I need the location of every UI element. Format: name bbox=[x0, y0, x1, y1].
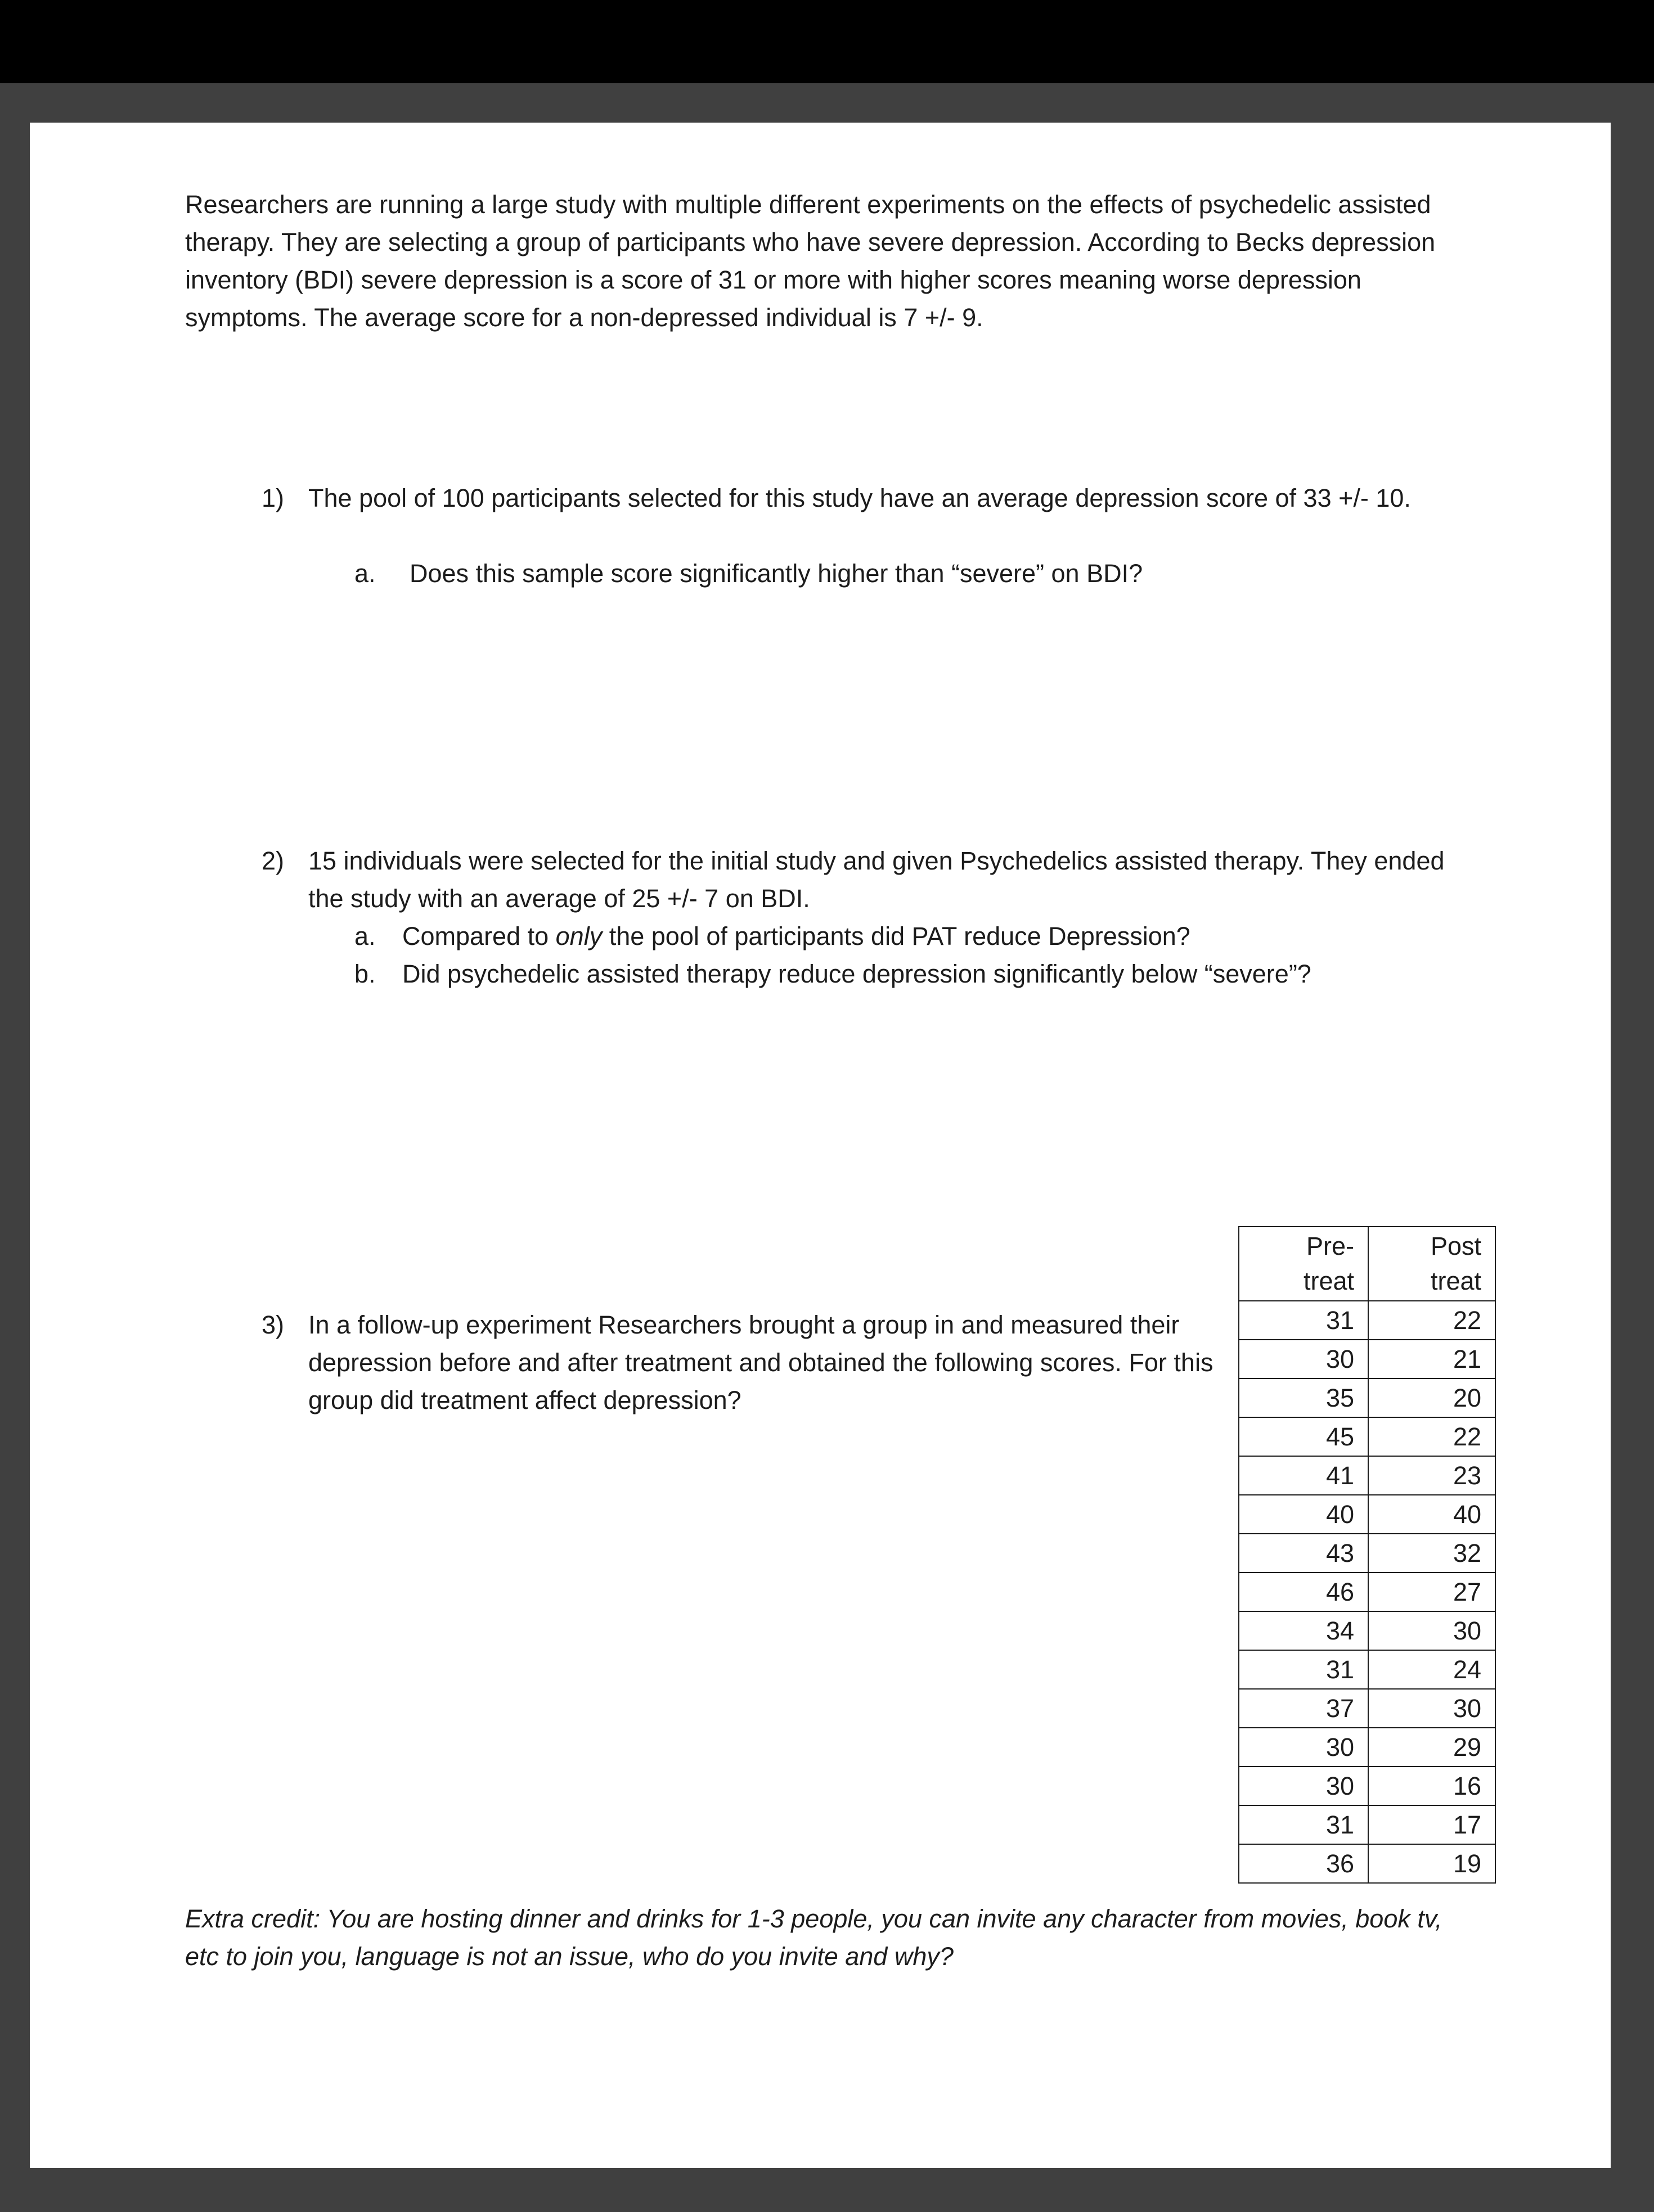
top-black-band bbox=[0, 0, 1654, 83]
post-treat-cell: 22 bbox=[1368, 1417, 1495, 1456]
scores-table-body bbox=[1239, 1301, 1495, 1883]
table-row bbox=[1239, 1573, 1495, 1611]
table-row bbox=[1239, 1417, 1495, 1456]
question-1a-letter: a. bbox=[354, 559, 376, 588]
table-row bbox=[1239, 1844, 1495, 1883]
question-2-number: 2) bbox=[262, 846, 285, 875]
table-row bbox=[1239, 1728, 1495, 1767]
table-row bbox=[1239, 1495, 1495, 1534]
post-treat-cell: 24 bbox=[1368, 1650, 1495, 1689]
post-treat-cell: 29 bbox=[1368, 1728, 1495, 1767]
post-treat-cell: 20 bbox=[1368, 1378, 1495, 1417]
question-1-number: 1) bbox=[262, 484, 285, 512]
extra-credit: Extra credit: You are hosting dinner and drinks for 1-3 people, you can invite any character from movies, book tv, etc to join you, language is not an issue, who do you invite and why? bbox=[185, 1904, 1442, 1971]
pre-treat-cell: 30 bbox=[1239, 1728, 1368, 1767]
post-treat-cell: 17 bbox=[1368, 1805, 1495, 1844]
table-row bbox=[1239, 1805, 1495, 1844]
pre-treat-cell: 46 bbox=[1239, 1573, 1368, 1611]
question-3-text: In a follow-up experiment Researchers brought a group in and measured their depression before and after treatment and obtained the following scores. For this group did treatment affect depression? bbox=[308, 1310, 1213, 1414]
table-row bbox=[1239, 1456, 1495, 1495]
pre-treat-cell: 37 bbox=[1239, 1689, 1368, 1728]
pre-treat-cell: 31 bbox=[1239, 1301, 1368, 1340]
pre-treat-cell: 41 bbox=[1239, 1456, 1368, 1495]
post-treat-cell: 21 bbox=[1368, 1340, 1495, 1378]
post-treat-cell: 32 bbox=[1368, 1534, 1495, 1573]
table-row bbox=[1239, 1378, 1495, 1417]
post-treat-cell: 16 bbox=[1368, 1767, 1495, 1805]
question-3-number: 3) bbox=[262, 1310, 285, 1339]
post-treat-cell: 19 bbox=[1368, 1844, 1495, 1883]
post-treat-cell: 30 bbox=[1368, 1611, 1495, 1650]
post-treat-cell: 30 bbox=[1368, 1689, 1495, 1728]
table-row bbox=[1239, 1301, 1495, 1340]
pre-treat-cell: 31 bbox=[1239, 1650, 1368, 1689]
table-row bbox=[1239, 1767, 1495, 1805]
table-row bbox=[1239, 1689, 1495, 1728]
pre-treat-cell: 40 bbox=[1239, 1495, 1368, 1534]
table-row bbox=[1239, 1340, 1495, 1378]
header-pre-treat: Pre- treat bbox=[1239, 1227, 1368, 1301]
question-2b-letter: b. bbox=[354, 959, 376, 988]
question-2-text: 15 individuals were selected for the initial study and given Psychedelics assisted therapy. They ended the study with an average of 25 +/- 7 on BDI. bbox=[308, 846, 1445, 913]
question-1-text: The pool of 100 participants selected for this study have an average depression score of 33 +/- 10. bbox=[308, 484, 1411, 512]
table-row bbox=[1239, 1611, 1495, 1650]
pre-treat-cell: 30 bbox=[1239, 1340, 1368, 1378]
post-treat-cell: 23 bbox=[1368, 1456, 1495, 1495]
question-2b-text: Did psychedelic assisted therapy reduce depression significantly below “severe”? bbox=[402, 959, 1311, 988]
pre-treat-cell: 35 bbox=[1239, 1378, 1368, 1417]
post-treat-cell: 22 bbox=[1368, 1301, 1495, 1340]
pre-treat-cell: 30 bbox=[1239, 1767, 1368, 1805]
header-post-treat: Post treat bbox=[1368, 1227, 1495, 1301]
pre-treat-cell: 31 bbox=[1239, 1805, 1368, 1844]
pre-treat-cell: 34 bbox=[1239, 1611, 1368, 1650]
table-row bbox=[1239, 1534, 1495, 1573]
pre-treat-cell: 43 bbox=[1239, 1534, 1368, 1573]
question-2a-text: Compared to only the pool of participants did PAT reduce Depression? bbox=[402, 922, 1190, 950]
post-treat-cell: 40 bbox=[1368, 1495, 1495, 1534]
emphasis-only: only bbox=[555, 922, 603, 950]
question-1a-text: Does this sample score significantly higher than “severe” on BDI? bbox=[410, 559, 1143, 588]
question-2a-letter: a. bbox=[354, 922, 376, 950]
scores-table bbox=[1238, 1226, 1496, 1884]
table-row bbox=[1239, 1650, 1495, 1689]
pre-treat-cell: 45 bbox=[1239, 1417, 1368, 1456]
post-treat-cell: 27 bbox=[1368, 1573, 1495, 1611]
intro-paragraph: Researchers are running a large study with multiple different experiments on the effects of psychedelic assisted therapy. They are selecting a group of participants who have severe depression. According to Becks depression inventory (BDI) severe depression is a score of 31 or more with higher scores meaning worse depression symptoms. The average score for a non-depressed individual is 7 +/- 9. bbox=[185, 190, 1436, 332]
pre-treat-cell: 36 bbox=[1239, 1844, 1368, 1883]
